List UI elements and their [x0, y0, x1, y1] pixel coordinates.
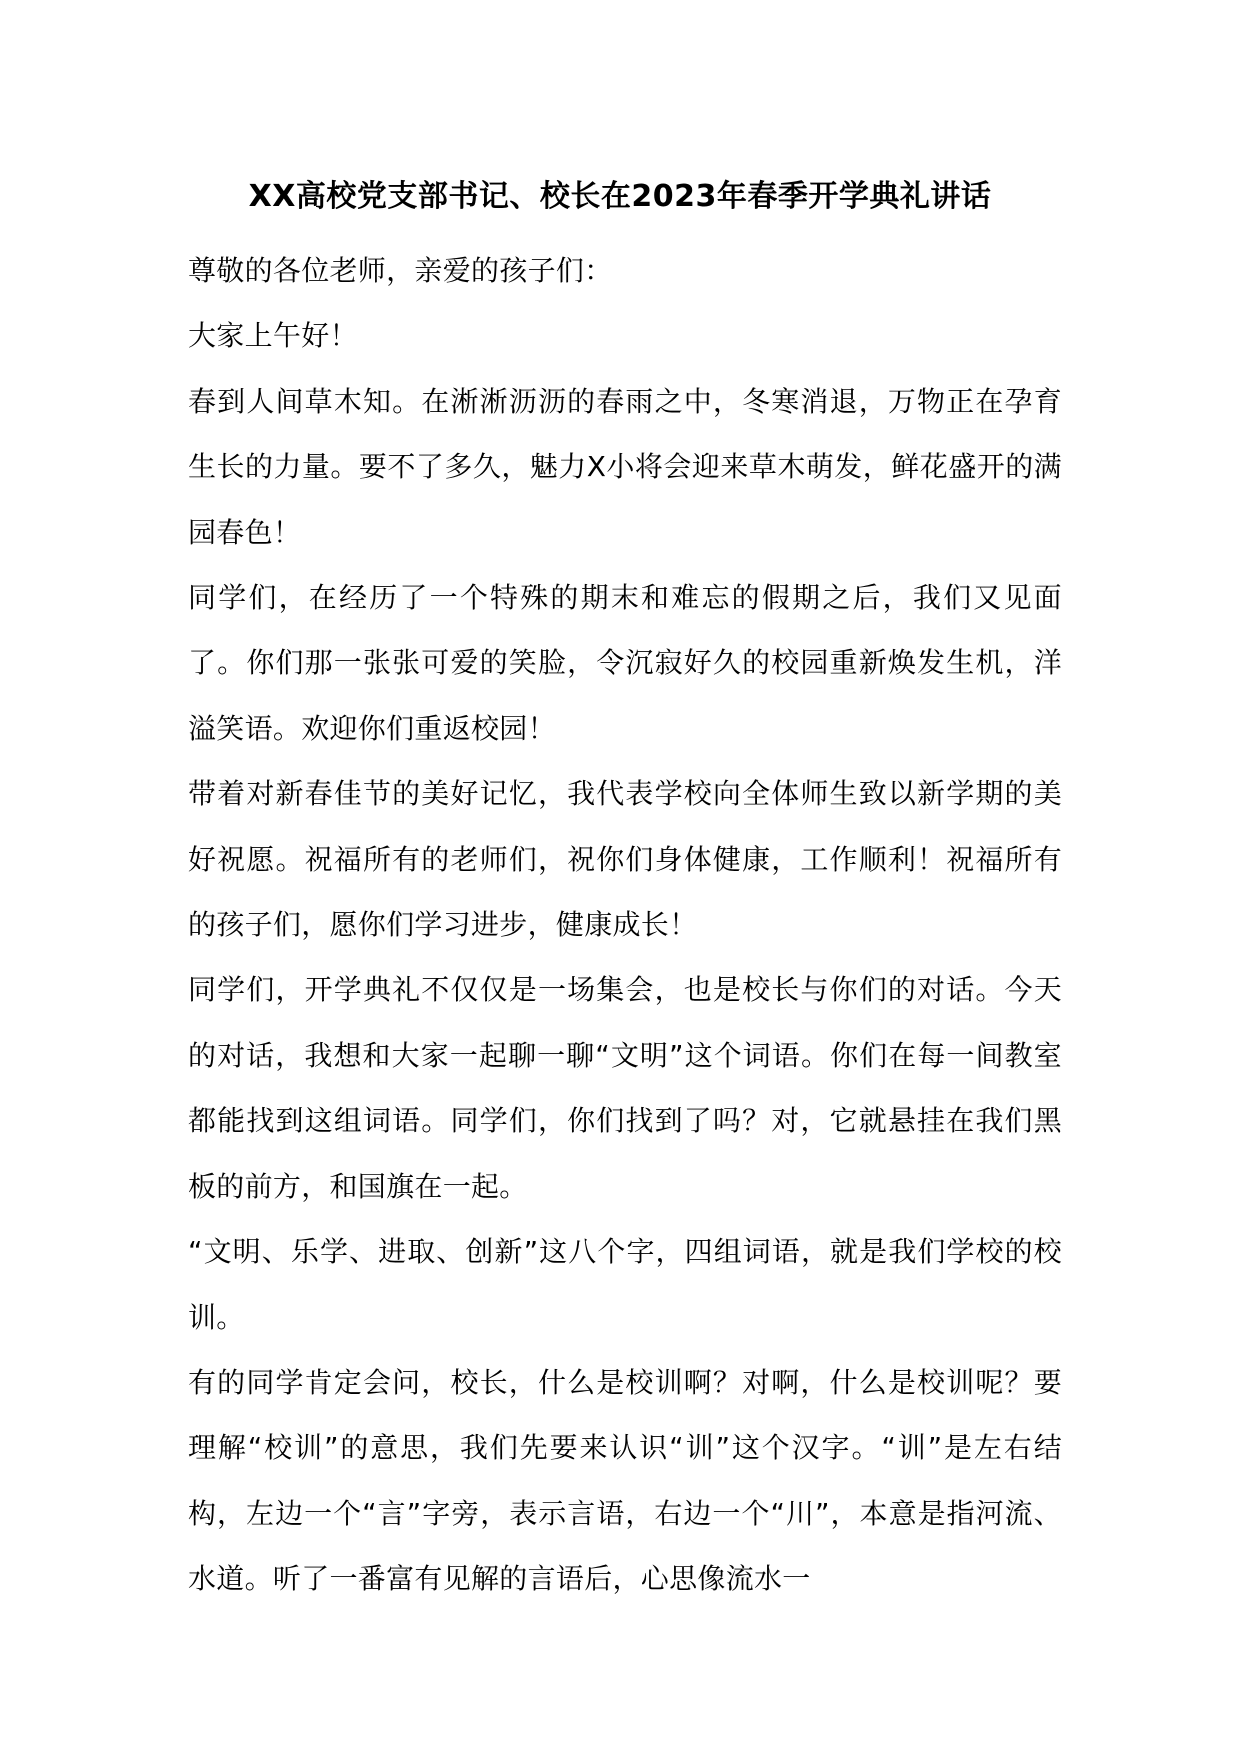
paragraph-wishes: 带着对新春佳节的美好记忆，我代表学校向全体师生致以新学期的美好祝愿。祝福所有的老师们，祝你们身体健康，工作顺利！祝福所有的孩子们，愿你们学习进步，健康成长！ — [188, 777, 1062, 942]
paragraph-dialogue: 同学们，开学典礼不仅仅是一场集会，也是校长与你们的对话。今天的对话，我想和大家一起聊一聊“文明”这个词语。你们在每一间教室都能找到这组词语。同学们，你们找到了吗？对，它就悬挂在我们黑板的前方，和国旗在一起。 — [188, 973, 1062, 1203]
paragraph-motto-meaning: 有的同学肯定会问，校长，什么是校训啊？对啊，什么是校训呢？要理解“校训”的意思，我们先要来认识“训”这个汉字。“训”是左右结构，左边一个“言”字旁，表示言语，右边一个“川”，本意是指河流、水道。听了一番富有见解的言语后，心思像流水一 — [188, 1365, 1062, 1596]
document-body — [188, 238, 1062, 1612]
paragraph-school-motto: “文明、乐学、进取、创新”这八个字，四组词语，就是我们学校的校训。 — [188, 1235, 1062, 1334]
paragraph-good-morning: 大家上午好！ — [188, 319, 358, 353]
paragraph-spring: 春到人间草木知。在淅淅沥沥的春雨之中，冬寒消退，万物正在孕育生长的力量。要不了多久，魅力X小将会迎来草木萌发，鲜花盛开的满园春色！ — [188, 384, 1062, 549]
document-title: XX高校党支部书记、校长在2023年春季开学典礼讲话 — [248, 179, 992, 214]
paragraph-welcome-back: 同学们，在经历了一个特殊的期末和难忘的假期之后，我们又见面了。你们那一张张可爱的笑脸，令沉寂好久的校园重新焕发生机，洋溢笑语。欢迎你们重返校园！ — [188, 581, 1062, 745]
paragraph-greeting: 尊敬的各位老师，亲爱的孩子们： — [188, 254, 613, 287]
